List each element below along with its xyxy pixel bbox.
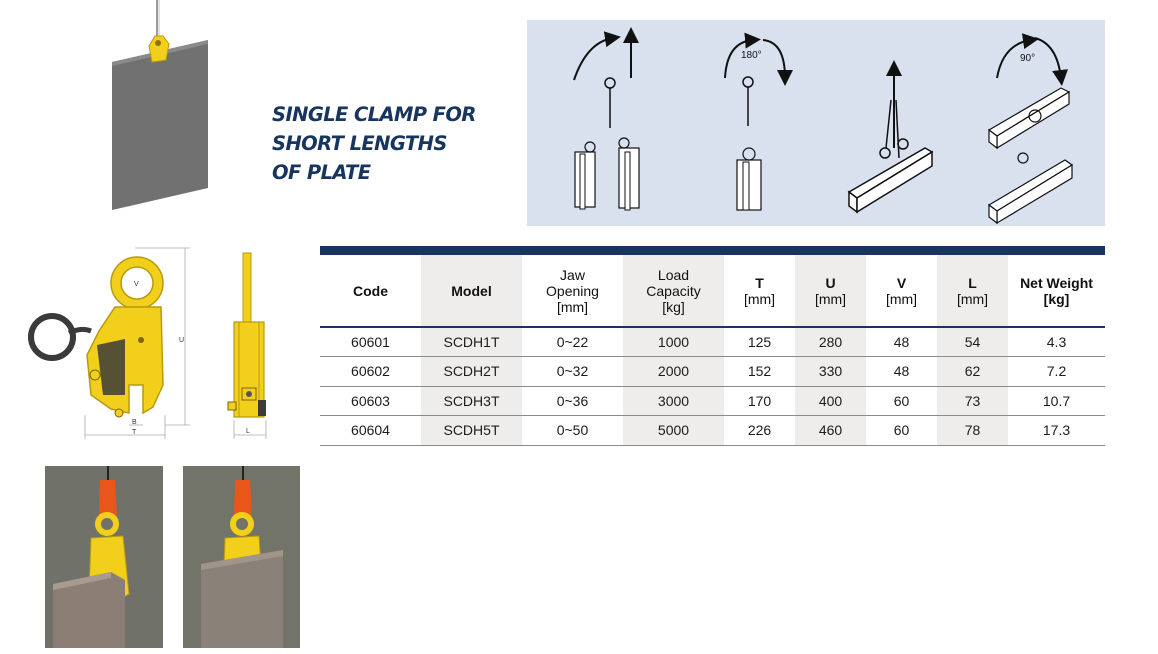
dimension-b-label: B	[132, 419, 137, 426]
dimension-v-label: V	[134, 281, 139, 288]
cell-jaw: 0~32	[522, 357, 623, 387]
specification-table	[320, 246, 1105, 446]
diagram-90-rotation	[989, 38, 1072, 223]
header-l: L [mm]	[937, 255, 1008, 327]
cell-model: SCDH2T	[421, 357, 522, 387]
cell-l: 62	[937, 357, 1008, 387]
cell-u: 330	[795, 357, 866, 387]
header-v: V [mm]	[866, 255, 937, 327]
diagram-vertical-lift-rotate	[574, 35, 639, 210]
cell-load: 5000	[623, 416, 724, 446]
product-headline	[272, 100, 512, 187]
cell-t: 226	[724, 416, 795, 446]
headline-line-1: SINGLE CLAMP FOR	[272, 103, 476, 126]
cell-v: 48	[866, 357, 937, 387]
cell-code: 60602	[320, 357, 421, 387]
clamp-side-drawing	[222, 250, 272, 445]
header-code: Code	[320, 255, 421, 327]
cell-load: 2000	[623, 357, 724, 387]
cell-weight: 10.7	[1008, 386, 1105, 416]
headline-line-2: SHORT LENGTHS	[272, 132, 447, 155]
cell-jaw: 0~22	[522, 327, 623, 357]
cell-model: SCDH5T	[421, 416, 522, 446]
table-row	[320, 357, 1105, 387]
cell-u: 280	[795, 327, 866, 357]
diagram-horizontal-beam-lift	[849, 68, 932, 212]
cell-t: 125	[724, 327, 795, 357]
header-model: Model	[421, 255, 522, 327]
clamp-photo-2	[183, 466, 300, 648]
usage-diagrams-panel	[527, 20, 1105, 226]
plate-with-clamp-illustration	[100, 0, 215, 215]
cell-weight: 7.2	[1008, 357, 1105, 387]
header-net-weight: Net Weight [kg]	[1008, 255, 1105, 327]
cell-l: 73	[937, 386, 1008, 416]
header-load-capacity: Load Capacity [kg]	[623, 255, 724, 327]
cell-u: 460	[795, 416, 866, 446]
cell-code: 60603	[320, 386, 421, 416]
rotation-90-label: 90°	[1020, 53, 1036, 64]
cell-u: 400	[795, 386, 866, 416]
rotation-180-label: 180°	[741, 50, 762, 61]
table-row	[320, 327, 1105, 357]
cell-jaw: 0~50	[522, 416, 623, 446]
cell-model: SCDH1T	[421, 327, 522, 357]
dimension-t-label: T	[132, 429, 137, 436]
header-u: U [mm]	[795, 255, 866, 327]
cell-weight: 17.3	[1008, 416, 1105, 446]
cell-weight: 4.3	[1008, 327, 1105, 357]
cell-v: 60	[866, 416, 937, 446]
header-jaw-opening: Jaw Opening [mm]	[522, 255, 623, 327]
cell-v: 48	[866, 327, 937, 357]
cell-l: 54	[937, 327, 1008, 357]
cell-load: 3000	[623, 386, 724, 416]
headline-line-3: OF PLATE	[272, 161, 371, 184]
cell-t: 170	[724, 386, 795, 416]
cell-jaw: 0~36	[522, 386, 623, 416]
dimension-u-label: U	[179, 337, 185, 344]
clamp-photo-1	[45, 466, 163, 648]
diagram-180-rotation	[725, 40, 785, 210]
table-header-row	[320, 255, 1105, 327]
dimension-l-label: L	[246, 428, 250, 435]
clamp-front-drawing	[25, 245, 200, 445]
cell-code: 60601	[320, 327, 421, 357]
table-row	[320, 416, 1105, 446]
cell-model: SCDH3T	[421, 386, 522, 416]
cell-t: 152	[724, 357, 795, 387]
cell-v: 60	[866, 386, 937, 416]
table-top-bar	[320, 246, 1105, 255]
header-t: T [mm]	[724, 255, 795, 327]
cell-load: 1000	[623, 327, 724, 357]
table-row	[320, 386, 1105, 416]
cell-code: 60604	[320, 416, 421, 446]
cell-l: 78	[937, 416, 1008, 446]
